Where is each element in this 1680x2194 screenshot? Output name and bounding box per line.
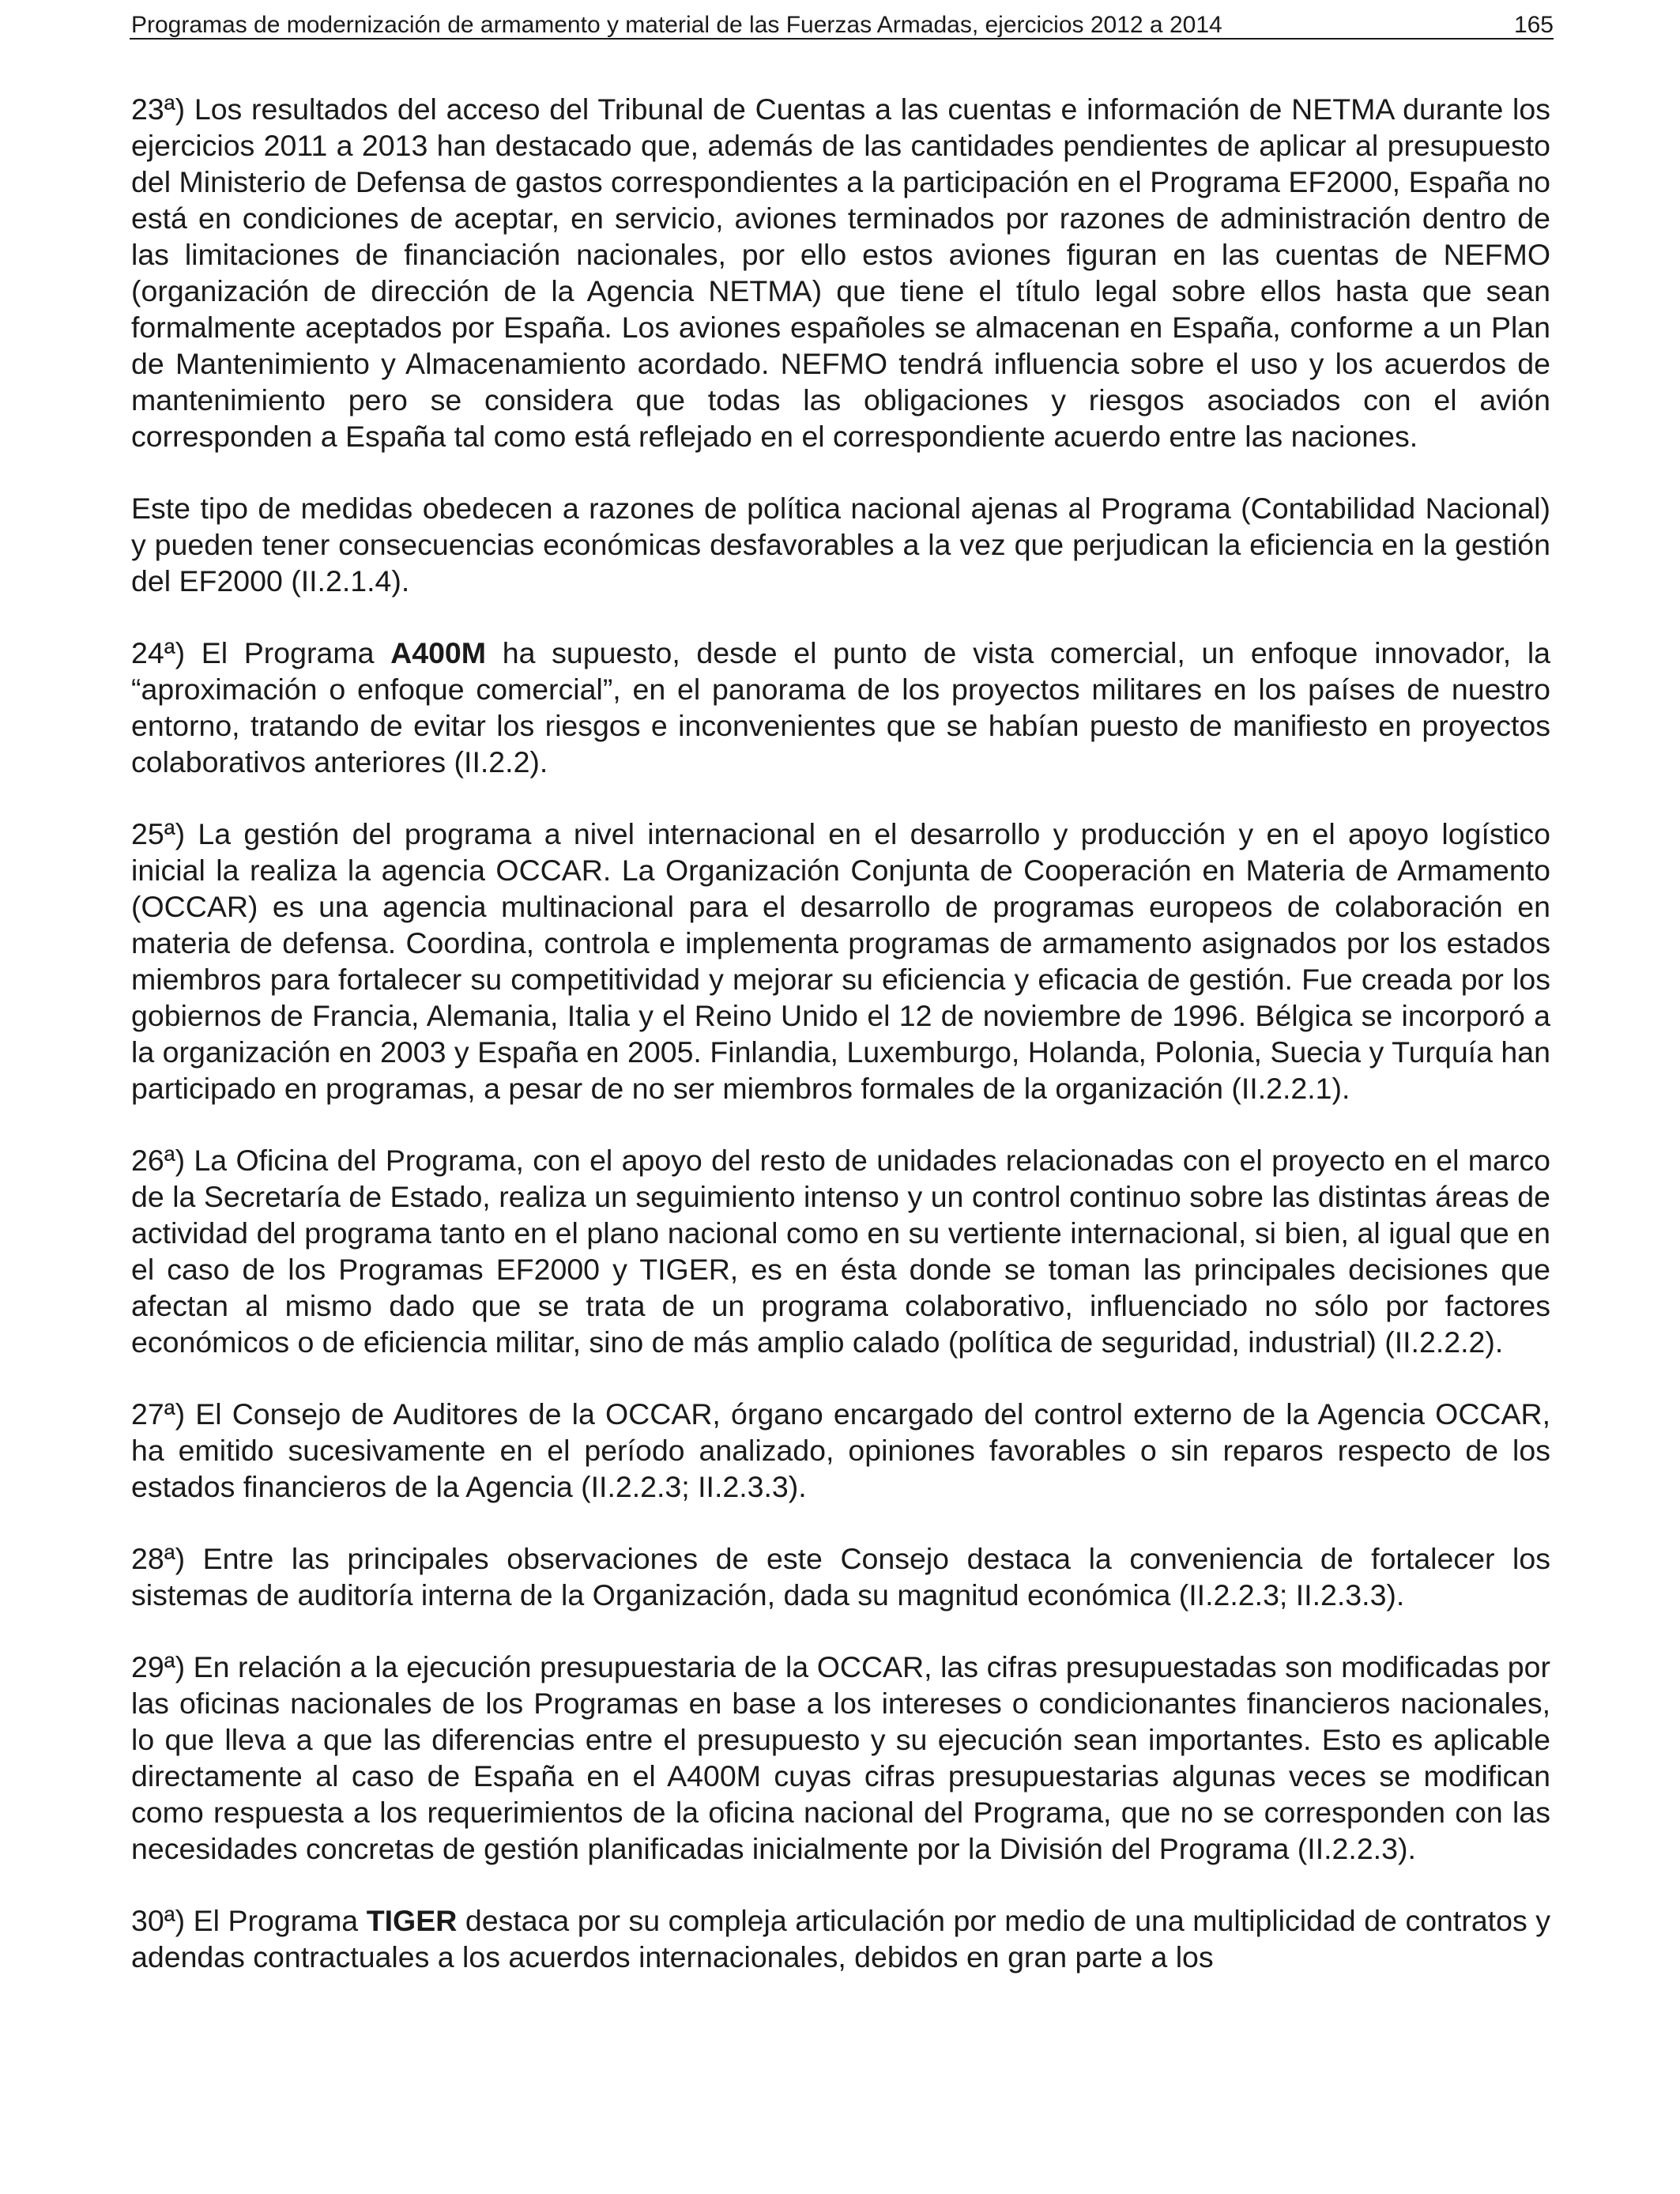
paragraph-text: 29ª) En relación a la ejecución presupuestaria de la OCCAR, las cifras presupuestadas son modificadas por las oficinas nacionales de los Programas en base a los intereses o condicionantes financieros nacionales, lo que lleva a que las diferencias entre el presupuesto y su ejecución sean importantes. Esto es aplicable directamente al caso de España en el A400M cuyas cifras presupuestarias algunas veces se modifican como respuesta a los requerimientos de la oficina nacional del Programa, que no se corresponden con las necesidades concretas de gestión planificadas inicialmente por la División del Programa (II.2.2.3). (131, 1650, 1550, 1865)
paragraph-text: 27ª) El Consejo de Auditores de la OCCAR, órgano encargado del control externo de la Agencia OCCAR, ha emitido sucesivamente en el período analizado, opiniones favorables o sin reparos respecto de los estados financieros de la Agencia (II.2.2.3; II.2.3.3). (131, 1397, 1550, 1503)
paragraph-25 (131, 816, 1550, 1106)
program-name-tiger: TIGER (366, 1904, 458, 1937)
header-divider (130, 38, 1554, 40)
paragraph-24 (131, 635, 1550, 780)
page-number: 165 (1513, 12, 1554, 38)
paragraph-text: 24ª) El Programa (131, 636, 391, 669)
paragraph-text: destaca por su compleja articulación por medio de una multiplicidad de contratos y adendas contractuales a los acuerdos internacionales, debidos en gran parte a los (131, 1904, 1550, 1973)
paragraph-text: Este tipo de medidas obedecen a razones de política nacional ajenas al Programa (Contabilidad Nacional) y pueden tener consecuencias económicas desfavorables a la vez que perjudican la eficiencia en la gestión del EF2000 (II.2.1.4). (131, 492, 1550, 598)
running-header (131, 8, 1554, 40)
body-text (131, 91, 1550, 2011)
paragraph-23-continued (131, 490, 1550, 599)
paragraph-30 (131, 1902, 1550, 1975)
paragraph-26 (131, 1142, 1550, 1360)
paragraph-text: 26ª) La Oficina del Programa, con el apoyo del resto de unidades relacionadas con el proyecto en el marco de la Secretaría de Estado, realiza un seguimiento intenso y un control continuo sobre las distintas áreas de actividad del programa tanto en el plano nacional como en su vertiente internacional, si bien, al igual que en el caso de los Programas EF2000 y TIGER, es en ésta donde se toman las principales decisiones que afectan al mismo dado que se trata de un programa colaborativo, influenciado no sólo por factores económicos o de eficiencia militar, sino de más amplio calado (política de seguridad, industrial) (II.2.2.2). (131, 1144, 1550, 1359)
paragraph-text: ha supuesto, desde el punto de vista comercial, un enfoque innovador, la “aproximación o enfoque comercial”, en el panorama de los proyectos militares en los países de nuestro entorno, tratando de evitar los riesgos e inconvenientes que se habían puesto de manifiesto en proyectos colaborativos anteriores (II.2.2). (131, 636, 1551, 778)
paragraph-27 (131, 1396, 1550, 1505)
header-title: Programas de modernización de armamento y material de las Fuerzas Armadas, ejercicios 2012 a 2014 (131, 12, 1222, 38)
paragraph-29 (131, 1649, 1550, 1867)
paragraph-23 (131, 91, 1550, 454)
program-name-a400m: A400M (390, 636, 487, 669)
paragraph-28 (131, 1540, 1550, 1613)
paragraph-text: 23ª) Los resultados del acceso del Tribunal de Cuentas a las cuentas e información de NETMA durante los ejercicios 2011 a 2013 han destacado que, además de las cantidades pendientes de aplicar al presupuesto del Ministerio de Defensa de gastos correspondientes a la participación en el Programa EF2000, España no está en condiciones de aceptar, en servicio, aviones terminados por razones de administración dentro de las limitaciones de financiación nacionales, por ello estos aviones figuran en las cuentas de NEFMO (organización de dirección de la Agencia NETMA) que tiene el título legal sobre ellos hasta que sean formalmente aceptados por España. Los aviones españoles se almacenan en España, conforme a un Plan de Mantenimiento y Almacenamiento acordado. NEFMO tendrá influencia sobre el uso y los acuerdos de mantenimiento pero se considera que todas las obligaciones y riesgos asociados con el avión corresponden a España tal como está reflejado en el correspondiente acuerdo entre las naciones. (131, 92, 1550, 453)
paragraph-text: 25ª) La gestión del programa a nivel internacional en el desarrollo y producción y en el apoyo logístico inicial la realiza la agencia OCCAR. La Organización Conjunta de Cooperación en Materia de Armamento (OCCAR) es una agencia multinacional para el desarrollo de programas europeos de colaboración en materia de defensa. Coordina, controla e implementa programas de armamento asignados por los estados miembros para fortalecer su competitividad y mejorar su eficiencia y eficacia de gestión. Fue creada por los gobiernos de Francia, Alemania, Italia y el Reino Unido el 12 de noviembre de 1996. Bélgica se incorporó a la organización en 2003 y España en 2005. Finlandia, Luxemburgo, Holanda, Polonia, Suecia y Turquía han participado en programas, a pesar de no ser miembros formales de la organización (II.2.2.1). (131, 817, 1550, 1105)
paragraph-text: 30ª) El Programa (131, 1904, 367, 1937)
paragraph-text: 28ª) Entre las principales observaciones de este Consejo destaca la conveniencia de fortalecer los sistemas de auditoría interna de la Organización, dada su magnitud económica (II.2.2.3; II.2.3.3). (131, 1542, 1550, 1612)
